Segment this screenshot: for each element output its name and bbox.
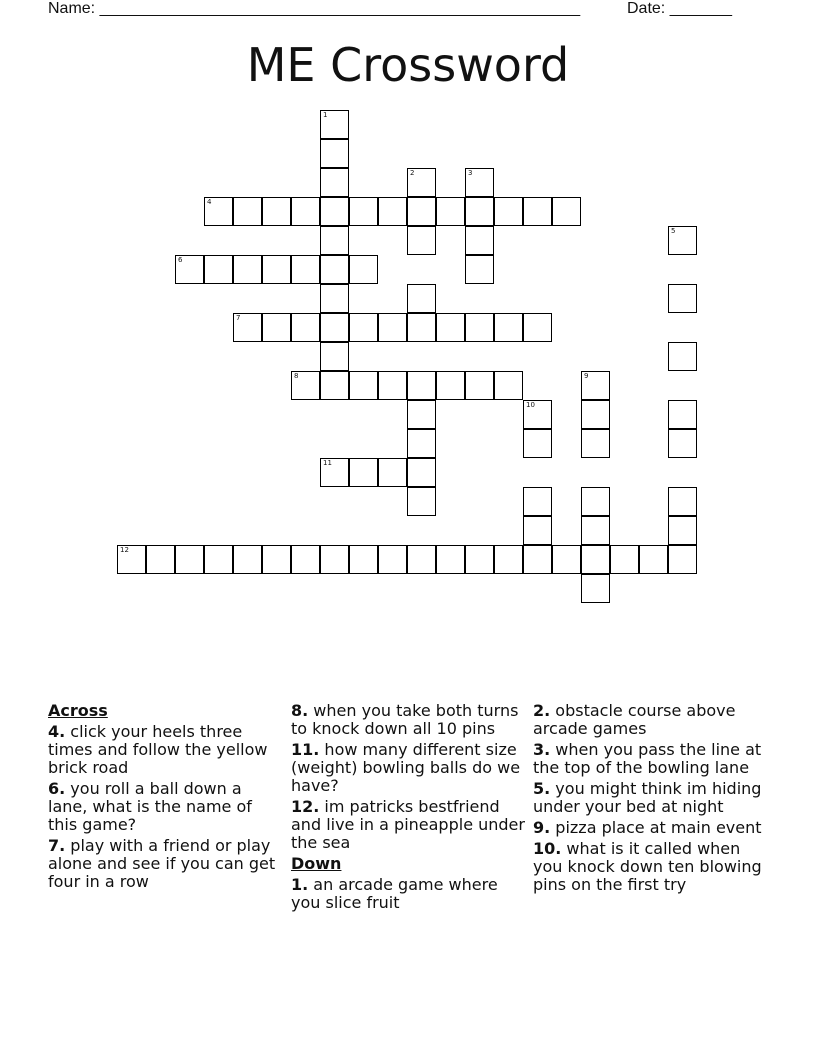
page-title: ME Crossword [246,38,570,92]
clue-item-text: pizza place at main event [550,818,762,837]
grid-cell[interactable] [204,255,233,284]
clue-item-number: 10. [533,839,562,858]
clue-item [291,798,527,852]
grid-cell[interactable] [436,371,465,400]
grid-cell[interactable] [407,458,436,487]
grid-cell[interactable] [668,226,697,255]
grid-cell[interactable] [494,197,523,226]
grid-cell[interactable] [407,313,436,342]
grid-cell[interactable] [117,545,146,574]
grid-cell[interactable] [320,226,349,255]
grid-cell[interactable] [349,458,378,487]
grid-cell[interactable] [668,342,697,371]
clue-item-text: you might think im hiding under your bed at night [533,779,762,816]
grid-cell[interactable] [523,487,552,516]
grid-cell[interactable] [494,545,523,574]
clue-item-number: 3. [533,740,551,759]
clue-number: 6 [178,256,183,264]
grid-cell[interactable] [378,458,407,487]
clue-item-text: click your heels three times and follow the yellow brick road [48,722,268,777]
grid-cell[interactable] [320,545,349,574]
grid-cell[interactable] [378,545,407,574]
grid-cell[interactable] [233,313,262,342]
grid-cell[interactable] [233,545,262,574]
grid-cell[interactable] [668,284,697,313]
clue-item-number: 4. [48,722,66,741]
grid-cell[interactable] [378,371,407,400]
grid-cell[interactable] [436,545,465,574]
grid-cell[interactable] [204,545,233,574]
grid-cell[interactable] [407,371,436,400]
grid-cell[interactable] [378,197,407,226]
clue-column-2 [291,702,527,915]
clue-item [533,840,773,894]
grid-cell[interactable] [581,516,610,545]
clue-item [291,741,527,795]
clue-item-number: 12. [291,797,320,816]
grid-cell[interactable] [523,197,552,226]
clue-item-number: 11. [291,740,320,759]
grid-cell[interactable] [407,197,436,226]
clue-item [533,741,773,777]
clue-item-text: when you take both turns to knock down all 10 pins [291,701,519,738]
grid-cell[interactable] [610,545,639,574]
clue-item-number: 8. [291,701,309,720]
grid-cell[interactable] [204,197,233,226]
clue-item-text: obstacle course above arcade games [533,701,736,738]
grid-cell[interactable] [436,313,465,342]
grid-cell[interactable] [494,371,523,400]
clue-item [291,876,527,912]
clue-number: 5 [671,227,676,235]
clue-item-number: 5. [533,779,551,798]
grid-cell[interactable] [407,168,436,197]
grid-cell[interactable] [552,197,581,226]
grid-cell[interactable] [320,284,349,313]
clue-number: 3 [468,169,473,177]
clue-column-3 [533,702,773,897]
date-field-label: Date: _______ [627,0,732,17]
grid-cell[interactable] [494,313,523,342]
grid-cell[interactable] [668,516,697,545]
grid-cell[interactable] [523,400,552,429]
grid-cell[interactable] [291,197,320,226]
grid-cell[interactable] [262,197,291,226]
grid-cell[interactable] [320,255,349,284]
grid-cell[interactable] [349,197,378,226]
grid-cell[interactable] [291,255,320,284]
grid-cell[interactable] [436,197,465,226]
across-clue-list-continued [291,702,527,852]
grid-cell[interactable] [233,255,262,284]
grid-cell[interactable] [146,545,175,574]
grid-cell[interactable] [233,197,262,226]
grid-cell[interactable] [465,168,494,197]
clue-number: 10 [526,401,535,409]
clue-number: 12 [120,546,129,554]
down-heading: Down [291,854,342,873]
grid-cell[interactable] [668,400,697,429]
grid-cell[interactable] [320,139,349,168]
clue-item-text: an arcade game where you slice fruit [291,875,498,912]
down-clue-list-continued [533,702,773,894]
clue-item [291,702,527,738]
grid-cell[interactable] [320,458,349,487]
clue-column-1 [48,702,284,894]
clue-item-text: you roll a ball down a lane, what is the name of this game? [48,779,252,834]
down-clue-list [291,876,527,912]
grid-cell[interactable] [552,545,581,574]
grid-cell[interactable] [320,197,349,226]
grid-cell[interactable] [407,400,436,429]
grid-cell[interactable] [523,429,552,458]
clue-item-text: im patricks bestfriend and live in a pineapple under the sea [291,797,525,852]
name-field-label: Name: ______________________________________________________ [48,0,581,17]
grid-cell[interactable] [320,313,349,342]
grid-cell[interactable] [407,284,436,313]
grid-cell[interactable] [668,429,697,458]
grid-cell[interactable] [262,545,291,574]
grid-cell[interactable] [262,313,291,342]
grid-cell[interactable] [465,255,494,284]
grid-cell[interactable] [175,545,204,574]
grid-cell[interactable] [465,226,494,255]
grid-cell[interactable] [465,545,494,574]
grid-cell[interactable] [639,545,668,574]
clue-item [533,780,773,816]
grid-cell[interactable] [668,545,697,574]
grid-cell[interactable] [291,313,320,342]
grid-cell[interactable] [262,255,291,284]
clue-item [48,837,284,891]
across-heading: Across [48,701,108,720]
grid-cell[interactable] [291,545,320,574]
clue-item-text: when you pass the line at the top of the bowling lane [533,740,762,777]
grid-cell[interactable] [581,574,610,603]
grid-cell[interactable] [349,255,378,284]
clue-number: 2 [410,169,415,177]
clue-item-text: what is it called when you knock down ten blowing pins on the first try [533,839,762,894]
grid-cell[interactable] [465,313,494,342]
grid-cell[interactable] [320,342,349,371]
grid-cell[interactable] [320,168,349,197]
clue-item-number: 2. [533,701,551,720]
grid-cell[interactable] [465,197,494,226]
clue-item-number: 9. [533,818,551,837]
clue-item [533,819,773,837]
grid-cell[interactable] [581,371,610,400]
clue-number: 7 [236,314,241,322]
grid-cell[interactable] [581,487,610,516]
clue-item-text: how many different size (weight) bowling balls do we have? [291,740,521,795]
grid-cell[interactable] [349,545,378,574]
clue-item-number: 6. [48,779,66,798]
grid-cell[interactable] [349,371,378,400]
clue-number: 9 [584,372,589,380]
grid-cell[interactable] [581,545,610,574]
grid-cell[interactable] [349,313,378,342]
grid-cell[interactable] [581,429,610,458]
clue-item [48,723,284,777]
grid-cell[interactable] [465,371,494,400]
grid-cell[interactable] [523,516,552,545]
grid-cell[interactable] [407,545,436,574]
grid-cell[interactable] [407,429,436,458]
clue-number: 4 [207,198,212,206]
clue-item-number: 7. [48,836,66,855]
grid-cell[interactable] [581,400,610,429]
grid-cell[interactable] [291,371,320,400]
clue-item-text: play with a friend or play alone and see if you can get four in a row [48,836,276,891]
grid-cell[interactable] [320,110,349,139]
grid-cell[interactable] [523,545,552,574]
grid-cell[interactable] [523,313,552,342]
grid-cell[interactable] [378,313,407,342]
grid-cell[interactable] [407,226,436,255]
clue-number: 11 [323,459,332,467]
grid-cell[interactable] [320,371,349,400]
grid-cell[interactable] [668,487,697,516]
grid-cell[interactable] [407,487,436,516]
clue-item [48,780,284,834]
clue-number: 8 [294,372,299,380]
clue-item-number: 1. [291,875,309,894]
clue-item [533,702,773,738]
clue-number: 1 [323,111,328,119]
across-clue-list [48,723,284,891]
grid-cell[interactable] [175,255,204,284]
